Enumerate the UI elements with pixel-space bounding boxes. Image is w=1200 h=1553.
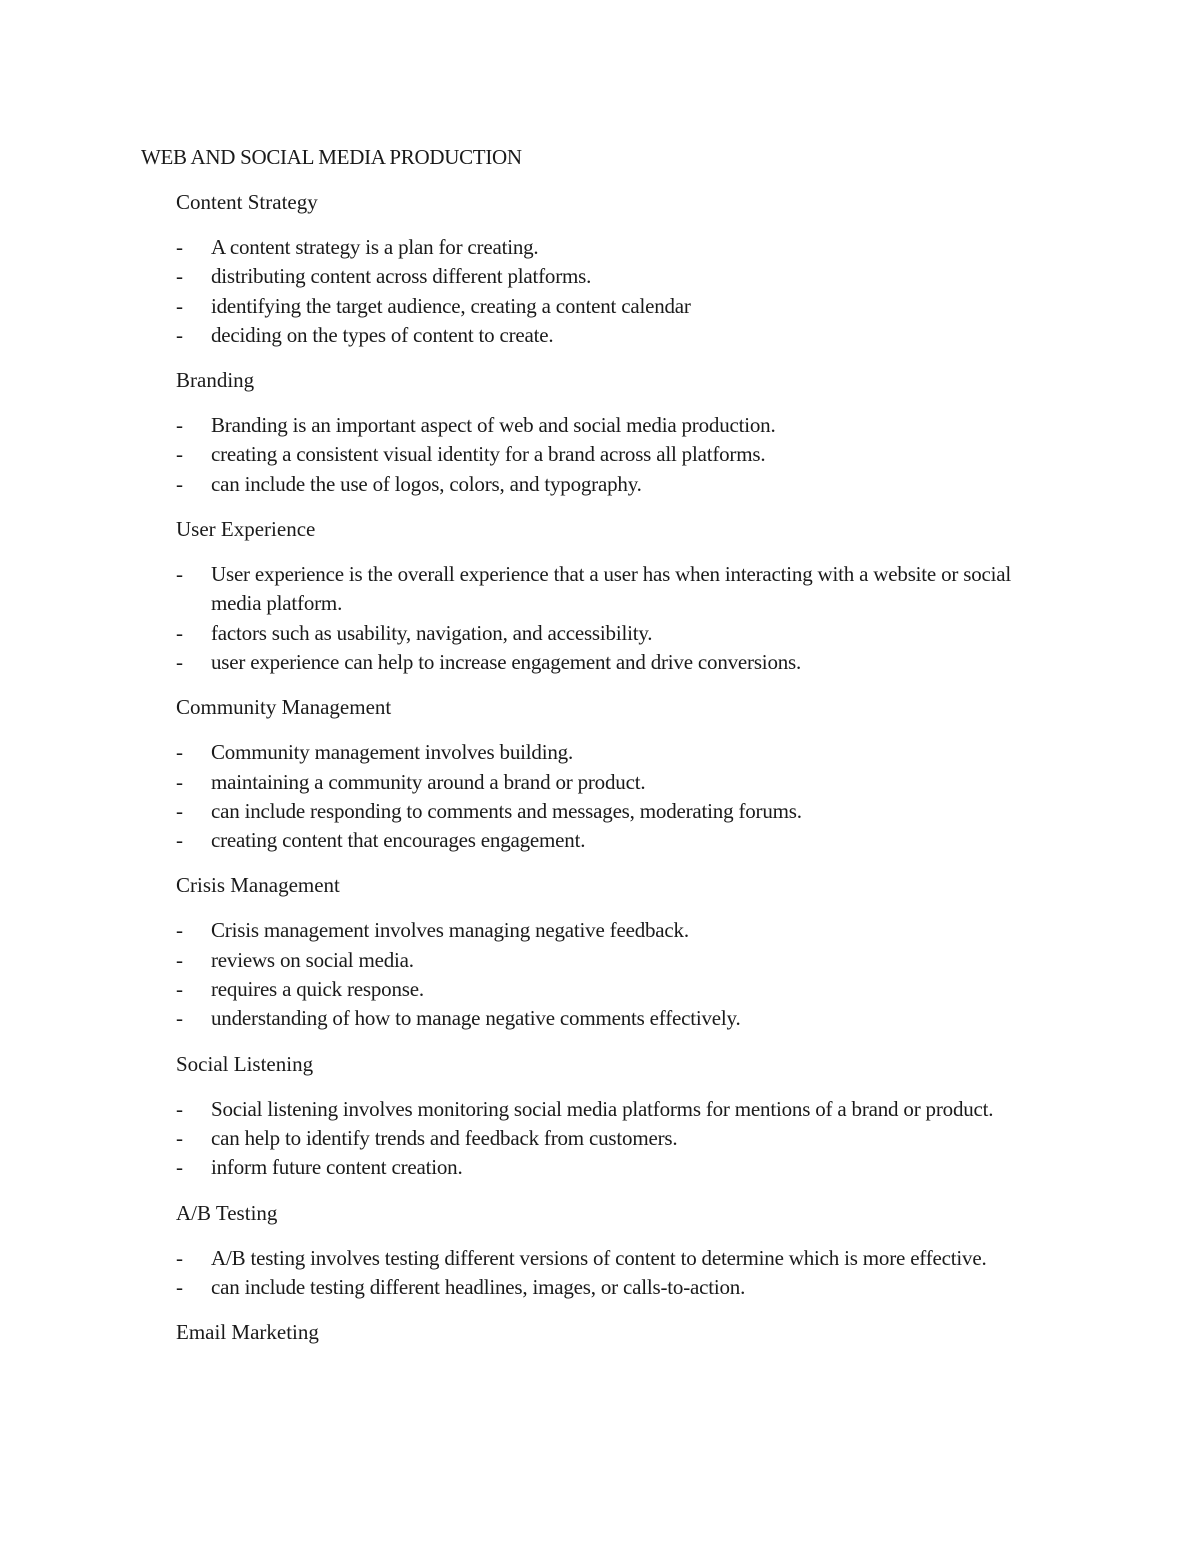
bullet-dash: - — [176, 562, 183, 587]
list-item-text: inform future content creation. — [211, 1155, 463, 1180]
bullet-list — [176, 738, 1056, 855]
list-item — [176, 321, 1056, 350]
list-item — [176, 440, 1056, 469]
section-heading: Email Marketing — [176, 1320, 319, 1345]
bullet-dash: - — [176, 264, 183, 289]
list-item-text: user experience can help to increase engagement and drive conversions. — [211, 649, 802, 674]
bullet-dash: - — [176, 918, 183, 943]
list-item — [176, 619, 1056, 648]
list-item — [176, 946, 1056, 975]
bullet-dash: - — [176, 293, 183, 318]
bullet-dash: - — [176, 413, 183, 438]
section-heading: Branding — [176, 368, 255, 393]
document-title: WEB AND SOCIAL MEDIA PRODUCTION — [141, 145, 522, 169]
list-item-text: can include the use of logos, colors, and typography. — [211, 471, 642, 496]
list-item-text: Social listening involves monitoring social media platforms for mentions of a brand or product. — [211, 1096, 994, 1121]
list-item-text: deciding on the types of content to create. — [211, 322, 554, 347]
bullet-dash: - — [176, 1096, 183, 1121]
bullet-dash: - — [176, 442, 183, 467]
list-item-text: can help to identify trends and feedback from customers. — [211, 1125, 678, 1150]
list-item — [176, 826, 1056, 855]
bullet-dash: - — [176, 649, 183, 674]
bullet-dash: - — [176, 471, 183, 496]
bullet-dash: - — [176, 1274, 183, 1299]
section-heading: Content Strategy — [176, 190, 318, 214]
list-item-text: creating content that encourages engagement. — [211, 828, 586, 853]
bullet-list — [176, 916, 1056, 1033]
bullet-dash: - — [176, 1245, 183, 1270]
section-heading: Community Management — [176, 695, 392, 720]
bullet-dash: - — [176, 620, 183, 645]
document-body — [176, 188, 1056, 1363]
bullet-dash: - — [176, 1125, 183, 1150]
bullet-dash: - — [176, 1155, 183, 1180]
list-item-text: maintaining a community around a brand or product. — [211, 769, 646, 794]
list-item — [176, 560, 1056, 619]
section-heading: A/B Testing — [176, 1200, 278, 1225]
list-item-text: A content strategy is a plan for creating. — [211, 235, 539, 259]
bullet-dash: - — [176, 322, 183, 347]
list-item — [176, 797, 1056, 826]
list-item — [176, 975, 1056, 1004]
section-heading: Crisis Management — [176, 873, 340, 898]
list-item-text: factors such as usability, navigation, and accessibility. — [211, 620, 653, 645]
bullet-dash: - — [176, 235, 183, 259]
bullet-dash: - — [176, 769, 183, 794]
bullet-dash: - — [176, 947, 183, 972]
bullet-list — [176, 233, 1056, 350]
list-item — [176, 1153, 1056, 1182]
bullet-dash: - — [176, 740, 183, 765]
list-item-text: Branding is an important aspect of web and social media production. — [211, 413, 776, 438]
list-item — [176, 738, 1056, 767]
list-item-text: reviews on social media. — [211, 947, 414, 972]
section-heading: Social Listening — [176, 1051, 314, 1076]
list-item — [176, 1095, 1056, 1124]
list-item-text: can include testing different headlines, images, or calls-to-action. — [211, 1274, 746, 1299]
list-item — [176, 470, 1056, 499]
list-item — [176, 768, 1056, 797]
list-item-text: distributing content across different platforms. — [211, 264, 592, 289]
list-item — [176, 411, 1056, 440]
list-item — [176, 292, 1056, 321]
bullet-list — [176, 1095, 1056, 1183]
list-item-text: User experience is the overall experience that a user has when interacting with a website or social media platform. — [211, 562, 1012, 616]
list-item-text: can include responding to comments and messages, moderating forums. — [211, 798, 802, 823]
list-item — [176, 262, 1056, 291]
list-item — [176, 916, 1056, 945]
list-item — [176, 233, 1056, 262]
list-item — [176, 1273, 1056, 1302]
bullet-dash: - — [176, 977, 183, 1002]
list-item-text: understanding of how to manage negative comments effectively. — [211, 1006, 741, 1031]
list-item-text: Community management involves building. — [211, 740, 573, 765]
bullet-list — [176, 1244, 1056, 1303]
list-item-text: Crisis management involves managing negative feedback. — [211, 918, 689, 943]
bullet-dash: - — [176, 798, 183, 823]
section-heading: User Experience — [176, 517, 316, 542]
list-item — [176, 1004, 1056, 1033]
bullet-dash: - — [176, 828, 183, 853]
list-item-text: A/B testing involves testing different versions of content to determine which is more effective. — [211, 1245, 987, 1270]
bullet-dash: - — [176, 1006, 183, 1031]
list-item-text: requires a quick response. — [211, 977, 424, 1002]
list-item — [176, 1244, 1056, 1273]
list-item — [176, 1124, 1056, 1153]
bullet-list — [176, 560, 1056, 677]
list-item-text: creating a consistent visual identity for a brand across all platforms. — [211, 442, 766, 467]
bullet-list — [176, 411, 1056, 499]
list-item-text: identifying the target audience, creating a content calendar — [211, 293, 691, 318]
list-item — [176, 648, 1056, 677]
